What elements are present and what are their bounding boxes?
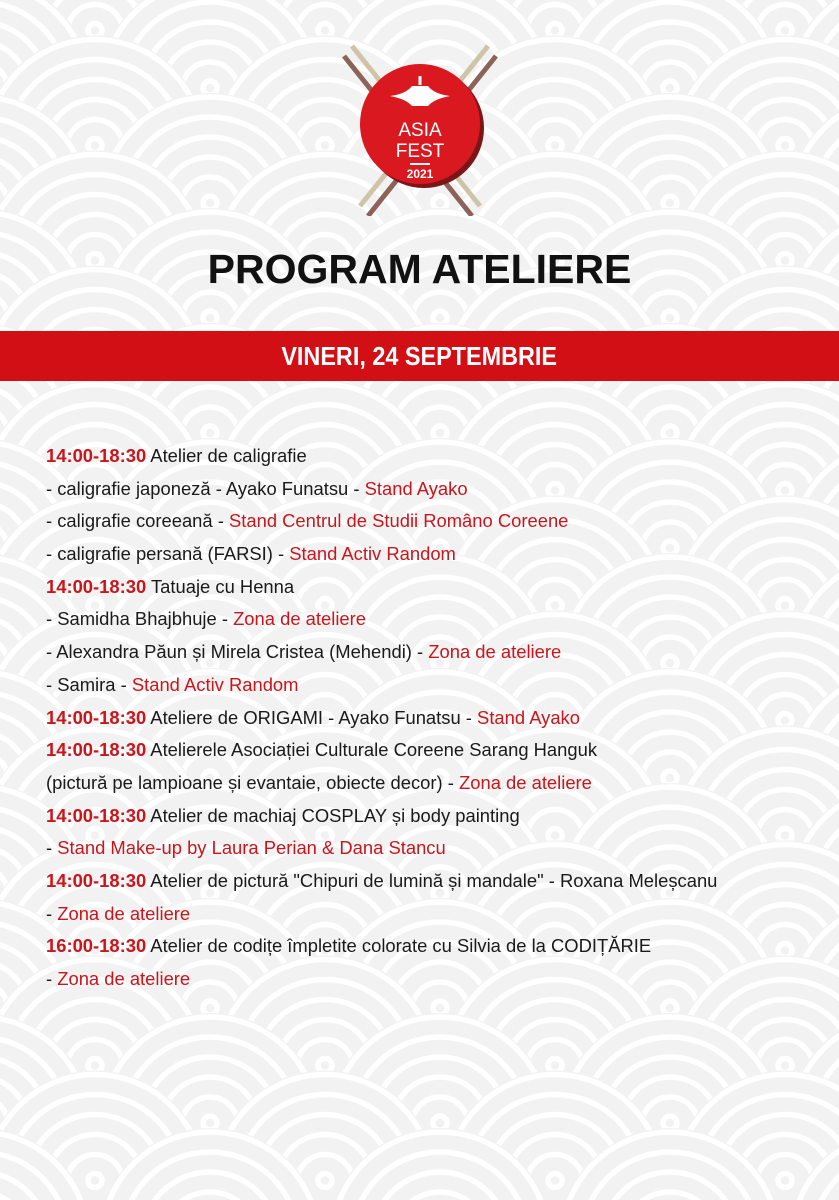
workshop-text: - xyxy=(46,837,58,859)
schedule-line xyxy=(46,800,826,833)
schedule-list xyxy=(46,440,826,996)
schedule-line xyxy=(46,571,826,604)
schedule-line xyxy=(46,767,826,800)
workshop-text: Ateliere de ORIGAMI - Ayako Funatsu - xyxy=(146,706,478,728)
workshop-text: - xyxy=(46,902,58,924)
schedule-line xyxy=(46,930,826,963)
page-title: PROGRAM ATELIERE xyxy=(207,246,632,292)
time-range: 14:00-18:30 xyxy=(46,706,147,728)
location: Zona de ateliere xyxy=(57,968,191,989)
workshop-text: Atelier de pictură "Chipuri de lumină și mandale" - Roxana Meleșcanu xyxy=(146,869,718,891)
day-banner xyxy=(0,331,839,381)
logo-line1: ASIA xyxy=(398,120,442,141)
workshop-text: Atelier de codițe împletite colorate cu Silvia de la CODIȚĂRIE xyxy=(146,935,652,957)
workshop-text: Atelier de machiaj COSPLAY și body painting xyxy=(146,804,520,826)
workshop-text: - caligrafie coreeană - xyxy=(46,510,229,532)
time-range: 14:00-18:30 xyxy=(46,739,147,761)
workshop-text: - xyxy=(46,968,58,989)
workshop-text: Atelierele Asociației Culturale Coreene Sarang Hanguk xyxy=(146,739,598,761)
location: Stand Activ Random xyxy=(131,673,299,695)
schedule-line xyxy=(46,865,826,898)
workshop-text: - Samira - xyxy=(46,673,132,695)
workshop-text: - Samidha Bhajbhuje - xyxy=(46,608,234,630)
location: Stand Centrul de Studii Româno Coreene xyxy=(228,510,569,532)
logo-line2: FEST xyxy=(395,141,445,162)
workshop-text: (pictură pe lampioane și evantaie, obiecte decor) - xyxy=(46,771,459,793)
schedule-line xyxy=(46,963,826,996)
workshop-text: - caligrafie japoneză - Ayako Funatsu - xyxy=(46,477,365,499)
schedule-line xyxy=(46,734,826,767)
schedule-line xyxy=(46,473,826,506)
location: Zona de ateliere xyxy=(57,902,191,924)
workshop-text: - caligrafie persană (FARSI) - xyxy=(46,543,290,565)
day-banner-label: VINERI, 24 SEPTEMBRIE xyxy=(281,340,558,371)
time-range: 14:00-18:30 xyxy=(46,445,147,466)
time-range: 16:00-18:30 xyxy=(46,935,147,957)
time-range: 14:00-18:30 xyxy=(46,575,147,597)
schedule-line xyxy=(46,832,826,865)
schedule-line xyxy=(46,538,826,571)
location: Stand Ayako xyxy=(477,706,580,728)
location: Zona de ateliere xyxy=(459,771,592,793)
schedule-line xyxy=(46,505,826,538)
asia-fest-logo xyxy=(330,36,510,216)
schedule-line xyxy=(46,603,826,636)
location: Stand Activ Random xyxy=(289,543,456,565)
logo-year: 2021 xyxy=(406,167,434,181)
location: Zona de ateliere xyxy=(233,608,366,630)
workshop-text: Tatuaje cu Henna xyxy=(146,575,295,597)
workshop-text: - Alexandra Păun și Mirela Cristea (Mehendi) - xyxy=(46,641,429,663)
schedule-line xyxy=(46,898,826,931)
schedule-line xyxy=(46,440,826,473)
schedule-line xyxy=(46,669,826,702)
schedule-line xyxy=(46,636,826,669)
location: Zona de ateliere xyxy=(428,641,562,663)
schedule-line xyxy=(46,702,826,735)
workshop-text: Atelier de caligrafie xyxy=(146,445,307,466)
location: Stand Ayako xyxy=(364,477,468,499)
time-range: 14:00-18:30 xyxy=(46,804,147,826)
location: Stand Make-up by Laura Perian & Dana Stancu xyxy=(57,837,446,859)
time-range: 14:00-18:30 xyxy=(46,869,147,891)
